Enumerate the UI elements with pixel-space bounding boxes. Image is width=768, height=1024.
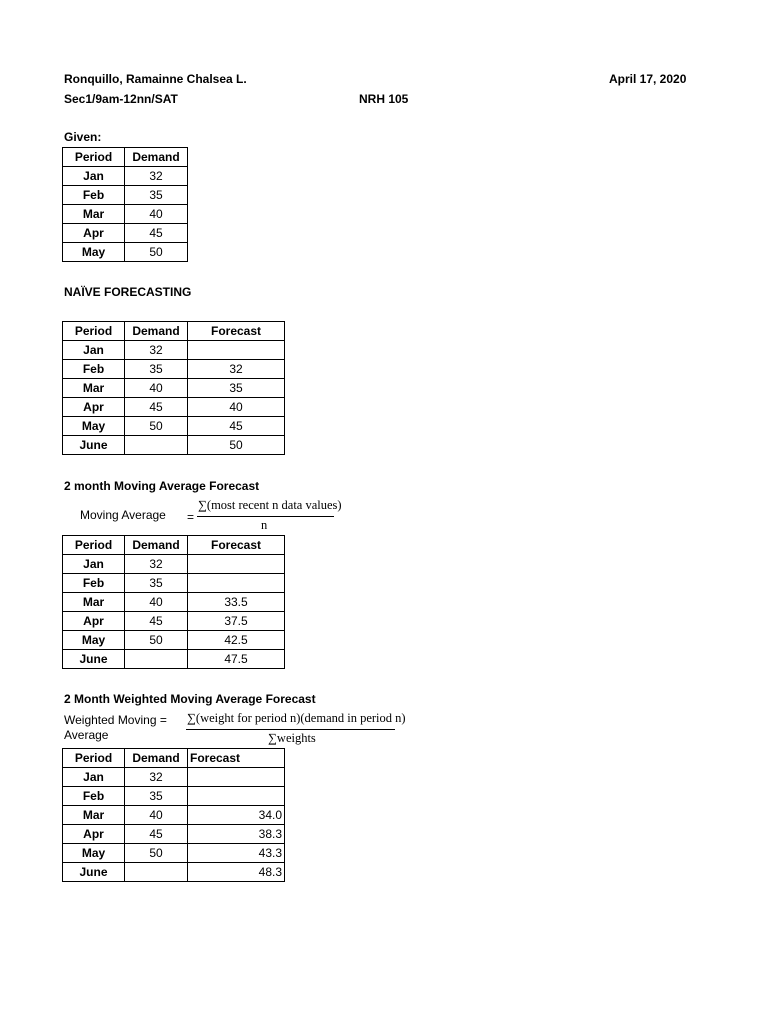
column-header: Period xyxy=(63,749,125,768)
table-row xyxy=(63,186,188,205)
table-row xyxy=(63,787,285,806)
naive-title: NAÏVE FORECASTING xyxy=(64,285,192,299)
forecast-cell: 40 xyxy=(188,398,285,417)
period-cell: Apr xyxy=(63,398,125,417)
demand-cell: 45 xyxy=(125,224,188,243)
formula-numerator: ∑(most recent n data values) xyxy=(198,498,342,512)
weighted-label-line2: Average xyxy=(64,728,109,742)
fraction-bar xyxy=(197,516,334,517)
forecast-cell: 34.0 xyxy=(188,806,285,825)
forecast-cell: 35 xyxy=(188,379,285,398)
forecast-cell xyxy=(188,574,285,593)
formula-denominator: n xyxy=(261,518,268,532)
table-row xyxy=(63,825,285,844)
table-row xyxy=(63,650,285,669)
period-cell: Apr xyxy=(63,825,125,844)
table-row xyxy=(63,806,285,825)
column-header: Demand xyxy=(125,536,188,555)
column-header: Demand xyxy=(125,148,188,167)
period-cell: Apr xyxy=(63,612,125,631)
column-header: Forecast xyxy=(188,536,285,555)
demand-cell: 32 xyxy=(125,341,188,360)
formula-denominator: ∑weights xyxy=(268,731,316,745)
table-row xyxy=(63,224,188,243)
forecast-cell: 45 xyxy=(188,417,285,436)
demand-cell: 45 xyxy=(125,398,188,417)
table-row xyxy=(63,398,285,417)
demand-cell: 35 xyxy=(125,186,188,205)
demand-cell: 35 xyxy=(125,574,188,593)
column-header: Demand xyxy=(125,322,188,341)
period-cell: Jan xyxy=(63,341,125,360)
table-row xyxy=(63,612,285,631)
period-cell: Apr xyxy=(63,224,125,243)
forecast-cell xyxy=(188,341,285,360)
room-number: NRH 105 xyxy=(359,92,409,106)
demand-cell: 40 xyxy=(125,593,188,612)
column-header: Period xyxy=(63,148,125,167)
student-name: Ronquillo, Ramainne Chalsea L. xyxy=(64,72,247,86)
demand-cell: 50 xyxy=(125,844,188,863)
demand-cell: 40 xyxy=(125,806,188,825)
moving-average-table xyxy=(62,535,285,669)
period-cell: Jan xyxy=(63,768,125,787)
demand-cell: 32 xyxy=(125,768,188,787)
weighted-label-line1: Weighted Moving = xyxy=(64,713,167,727)
period-cell: May xyxy=(63,631,125,650)
demand-cell: 40 xyxy=(125,379,188,398)
period-cell: Mar xyxy=(63,593,125,612)
given-table xyxy=(62,147,188,262)
demand-cell: 35 xyxy=(125,787,188,806)
moving-average-label: Moving Average xyxy=(80,508,166,522)
demand-cell: 50 xyxy=(125,631,188,650)
table-row xyxy=(63,436,285,455)
forecast-cell: 33.5 xyxy=(188,593,285,612)
table-row xyxy=(63,205,188,224)
demand-cell: 35 xyxy=(125,360,188,379)
section-schedule: Sec1/9am-12nn/SAT xyxy=(64,92,178,106)
period-cell: Mar xyxy=(63,205,125,224)
demand-cell xyxy=(125,650,188,669)
table-row xyxy=(63,863,285,882)
table-row xyxy=(63,593,285,612)
table-row xyxy=(63,360,285,379)
period-cell: June xyxy=(63,436,125,455)
column-header: Forecast xyxy=(188,322,285,341)
column-header: Demand xyxy=(125,749,188,768)
given-label: Given: xyxy=(64,130,102,144)
forecast-cell: 50 xyxy=(188,436,285,455)
demand-cell xyxy=(125,863,188,882)
forecast-cell xyxy=(188,768,285,787)
demand-cell xyxy=(125,436,188,455)
period-cell: May xyxy=(63,844,125,863)
period-cell: May xyxy=(63,243,125,262)
table-row xyxy=(63,379,285,398)
demand-cell: 50 xyxy=(125,417,188,436)
demand-cell: 32 xyxy=(125,555,188,574)
forecast-cell xyxy=(188,555,285,574)
period-cell: Jan xyxy=(63,555,125,574)
weighted-average-title: 2 Month Weighted Moving Average Forecast xyxy=(64,692,316,706)
forecast-cell: 32 xyxy=(188,360,285,379)
column-header: Period xyxy=(63,536,125,555)
table-row xyxy=(63,844,285,863)
forecast-cell: 38.3 xyxy=(188,825,285,844)
naive-table xyxy=(62,321,285,455)
fraction-bar xyxy=(186,729,395,730)
forecast-cell xyxy=(188,787,285,806)
weighted-average-table xyxy=(62,748,285,882)
forecast-cell: 42.5 xyxy=(188,631,285,650)
period-cell: Feb xyxy=(63,574,125,593)
demand-cell: 45 xyxy=(125,825,188,844)
period-cell: June xyxy=(63,863,125,882)
period-cell: Mar xyxy=(63,806,125,825)
demand-cell: 40 xyxy=(125,205,188,224)
forecast-cell: 37.5 xyxy=(188,612,285,631)
period-cell: Feb xyxy=(63,186,125,205)
formula-numerator: ∑(weight for period n)(demand in period n) xyxy=(187,711,406,725)
demand-cell: 32 xyxy=(125,167,188,186)
period-cell: Jan xyxy=(63,167,125,186)
moving-average-title: 2 month Moving Average Forecast xyxy=(64,479,260,493)
table-row xyxy=(63,243,188,262)
period-cell: June xyxy=(63,650,125,669)
document-date: April 17, 2020 xyxy=(609,72,687,86)
period-cell: May xyxy=(63,417,125,436)
table-row xyxy=(63,768,285,787)
forecast-cell: 48.3 xyxy=(188,863,285,882)
forecast-cell: 47.5 xyxy=(188,650,285,669)
table-row xyxy=(63,167,188,186)
table-row xyxy=(63,341,285,360)
table-row xyxy=(63,417,285,436)
table-row xyxy=(63,555,285,574)
demand-cell: 45 xyxy=(125,612,188,631)
period-cell: Feb xyxy=(63,360,125,379)
column-header: Forecast xyxy=(188,749,285,768)
forecast-cell: 43.3 xyxy=(188,844,285,863)
equals-sign: = xyxy=(187,510,195,524)
table-row xyxy=(63,631,285,650)
demand-cell: 50 xyxy=(125,243,188,262)
period-cell: Mar xyxy=(63,379,125,398)
table-row xyxy=(63,574,285,593)
column-header: Period xyxy=(63,322,125,341)
period-cell: Feb xyxy=(63,787,125,806)
